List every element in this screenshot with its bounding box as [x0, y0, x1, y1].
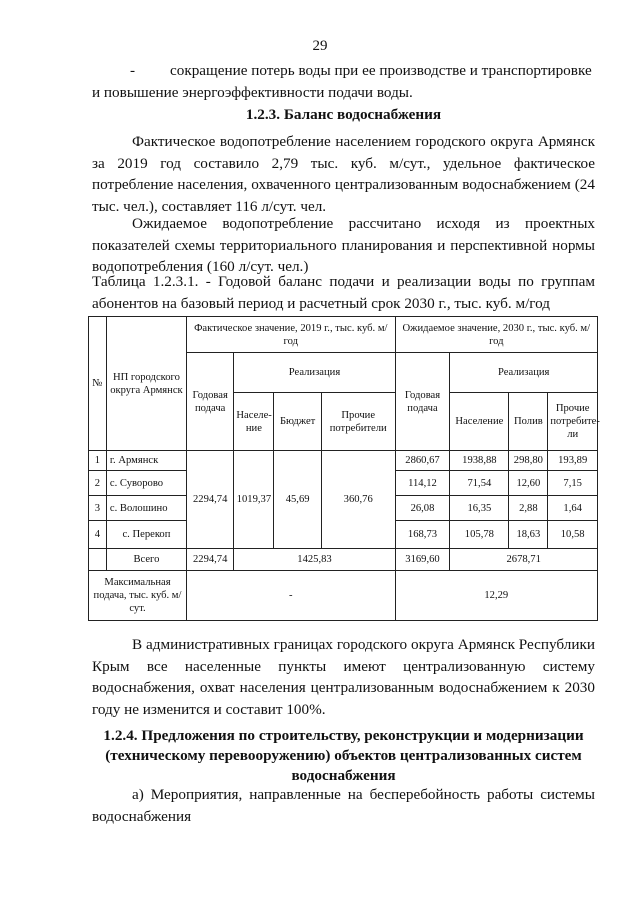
table-row: [89, 451, 598, 471]
intro-list-item: [92, 60, 595, 103]
section-heading-1-2-4: 1.2.4. Предложения по строительству, реконструкции и модернизации (техническому перевооружению) объектов централизованных систем водоснабжения: [103, 727, 584, 784]
row-expected-population: 16,35: [450, 496, 509, 521]
total-expected-realization: 2678,71: [450, 549, 598, 571]
section-heading-1-2-3: 1.2.3. Баланс водоснабжения: [245, 106, 442, 123]
max-supply-expected: 12,29: [395, 571, 597, 621]
row-expected-irrigation: 18,63: [509, 521, 548, 549]
row-expected-other: 1,64: [548, 496, 598, 521]
row-settlement: с. Перекоп: [106, 521, 186, 549]
header-expected-realization: Реализация: [450, 353, 598, 393]
row-expected-irrigation: 298,80: [509, 451, 548, 471]
row-expected-population: 105,78: [450, 521, 509, 549]
merged-actual-population: 1019,37: [234, 451, 274, 549]
header-actual-2019: Фактическое значение, 2019 г., тыс. куб. м/год: [186, 317, 395, 353]
paragraph-measures: а) Мероприятия, направленные на бесперебойность работы системы водоснабжения: [92, 786, 595, 825]
intro-line-2: и повышение энергоэффективности подачи воды.: [92, 83, 413, 101]
header-settlement: НП городского округа Армянск: [106, 317, 186, 451]
header-expected-2030: Ожидаемое значение, 2030 г., тыс. куб. м/год: [395, 317, 597, 353]
row-expected-other: 7,15: [548, 471, 598, 496]
header-number: №: [89, 317, 107, 451]
row-settlement: с. Волошино: [106, 496, 186, 521]
total-actual-supply: 2294,74: [186, 549, 233, 571]
total-label: Всего: [106, 549, 186, 571]
row-expected-supply: 168,73: [395, 521, 450, 549]
row-number: 1: [89, 451, 107, 471]
row-expected-other: 10,58: [548, 521, 598, 549]
row-expected-supply: 114,12: [395, 471, 450, 496]
row-expected-population: 71,54: [450, 471, 509, 496]
paragraph-actual-consumption: Фактическое водопотребление населением городского округа Армянск за 2019 год составило 2,79 тыс. куб. м/сут., удельное фактическое потребление населения, охваченного централизованным водоснабжением (24 тыс. чел.), составляет 116 л/сут. чел.: [92, 133, 595, 215]
paragraph-expected-consumption: Ожидаемое водопотребление рассчитано исходя из проектных показателей схемы территориального планирования и перспективной нормы водопотребления (160 л/сут. чел.): [92, 215, 595, 275]
row-settlement: г. Армянск: [106, 451, 186, 471]
merged-actual-budget: 45,69: [274, 451, 321, 549]
header-actual-budget: Бюджет: [274, 393, 321, 451]
total-expected-supply: 3169,60: [395, 549, 450, 571]
max-supply-label: Максимальная подача, тыс. куб. м/сут.: [89, 571, 187, 621]
water-balance-table: [88, 316, 598, 621]
header-expected-population: Население: [450, 393, 509, 451]
header-expected-other-consumers: Прочие потребите-ли: [548, 393, 598, 451]
row-expected-irrigation: 12,60: [509, 471, 548, 496]
page-number: 29: [312, 38, 328, 54]
row-expected-irrigation: 2,88: [509, 496, 548, 521]
intro-line-1: сокращение потерь воды при ее производстве и транспортировке: [170, 62, 592, 79]
table-caption: Таблица 1.2.3.1. - Годовой баланс подачи и реализации воды по группам абонентов на базовый период и расчетный срок 2030 г., тыс. куб. м/год: [92, 273, 595, 312]
header-actual-other-consumers: Прочие потребители: [321, 393, 395, 451]
list-dash: -: [130, 62, 136, 79]
row-settlement: с. Суворово: [106, 471, 186, 496]
max-supply-row: [89, 571, 598, 621]
max-supply-actual: -: [186, 571, 395, 621]
row-expected-population: 1938,88: [450, 451, 509, 471]
row-expected-supply: 2860,67: [395, 451, 450, 471]
row-number: 2: [89, 471, 107, 496]
header-actual-population: Населе-ние: [234, 393, 274, 451]
header-actual-realization: Реализация: [234, 353, 395, 393]
row-expected-supply: 26,08: [395, 496, 450, 521]
merged-actual-supply: 2294,74: [186, 451, 233, 549]
merged-actual-other: 360,76: [321, 451, 395, 549]
header-actual-annual-supply: Годовая подача: [186, 353, 233, 451]
paragraph-after-table: В административных границах городского округа Армянск Республики Крым все населенные пункты имеют централизованную систему водоснабжения, охват населения централизованным водоснабжением к 2030 году не изменится и составит 100%.: [92, 636, 595, 718]
row-number: 3: [89, 496, 107, 521]
header-expected-annual-supply: Годовая подача: [395, 353, 450, 451]
row-number: 4: [89, 521, 107, 549]
total-actual-realization: 1425,83: [234, 549, 395, 571]
total-row: [89, 549, 598, 571]
row-expected-other: 193,89: [548, 451, 598, 471]
header-expected-irrigation: Полив: [509, 393, 548, 451]
